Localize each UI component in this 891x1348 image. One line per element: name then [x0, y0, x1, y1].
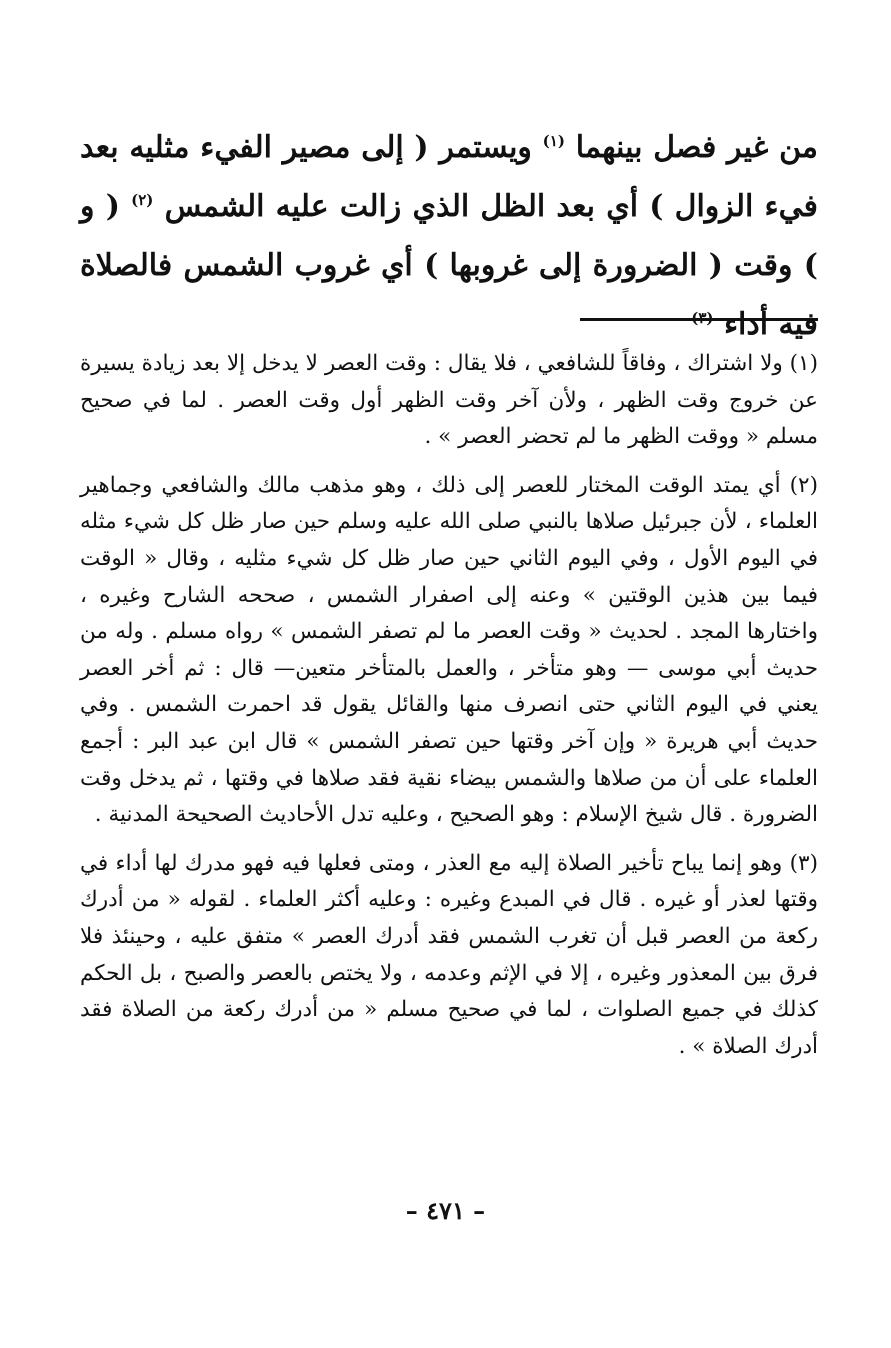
main-line-1: من غير فصل بينهما — [575, 130, 818, 165]
footnote-text: أي يمتد الوقت المختار للعصر إلى ذلك ، وهو مذهب مالك والشافعي وجماهير العلماء ، لأن جبرئيل صلاها بالنبي صلى الله عليه وسلم حين صار ظل كل شيء مثله في اليوم الأول ، وفي اليوم الثاني حين صار ظل كل شيء مثليه ، وقال « الوقت فيما بين هذين الوقتين » وعنه إلى اصفرار الشمس ، صححه الشارح وغيره ، واختارها المجد . لحديث « وقت العصر ما لم تصفر الشمس » رواه مسلم . وله من حديث أبي موسى — وهو متأخر ، والعمل بالمتأخر متعين— قال : ثم أخر العصر يعني في اليوم الثاني حتى انصرف منها والقائل يقول قد احمرت الشمس . وفي حديث أبي هريرة « وإن آخر وقتها حين تصفر الشمس » قال ابن عبد البر : أجمع العلماء على أن من صلاها والشمس بيضاء نقية فقد صلاها في وقتها ، ثم يدخل وقت الضرورة . قال شيخ الإسلام : وهو الصحيح ، وعليه تدل الأحاديث الصحيحة المدنية . — [80, 472, 818, 828]
main-line-2: ويستمر ( إلى مصير الفيء مثليه بعد فيء الزوال ) أي بعد الظل الذي زالت عليه الشمس — [80, 130, 818, 224]
page-number: – ٤٧١ – — [405, 1196, 486, 1225]
footnote-ref-3[interactable]: (٣) — [691, 309, 714, 327]
footnote-number: (٣) — [789, 850, 818, 876]
footnote-ref-1[interactable]: (١) — [542, 132, 565, 150]
footnote-number: (٢) — [789, 472, 818, 498]
footnotes-section — [80, 346, 818, 1077]
footnote-text: وهو إنما يباح تأخير الصلاة إليه مع العذر ، ومتى فعلها فيه فهو مدرك لها أداء في وقتها لعذر أو غيره . قال في المبدع وغيره : وعليه أكثر العلماء . لقوله « من أدرك ركعة من العصر قبل أن تغرب الشمس فقد أدرك العصر » متفق عليه ، وحينئذ فلا فرق بين المعذور وغيره ، إلا في الإثم وعدمه ، ولا يختص بالعصر والصبح ، بل الحكم كذلك في جميع الصلوات ، لما في صحيح مسلم « من أدرك ركعة من الصلاة فقد أدرك الصلاة » . — [80, 850, 818, 1059]
footnote-ref-2[interactable]: (٢) — [131, 191, 154, 209]
footnote-2 — [80, 468, 818, 834]
footnote-1 — [80, 346, 818, 456]
footnote-text: ولا اشتراك ، وفاقاً للشافعي ، فلا يقال : وقت العصر لا يدخل إلا بعد زيادة يسيرة عن خروج وقت الظهر ، ولأن آخر وقت الظهر أول وقت العصر . لما في صحيح مسلم « ووقت الظهر ما لم تحضر العصر » . — [80, 351, 818, 450]
footnote-number: (١) — [789, 351, 818, 376]
footnote-divider — [580, 318, 818, 321]
footnote-3 — [80, 846, 818, 1066]
main-line-3: ( و ) وقت ( الضرورة إلى غروبها ) أي غروب الشمس فالصلاة فيه أداء — [80, 189, 818, 342]
